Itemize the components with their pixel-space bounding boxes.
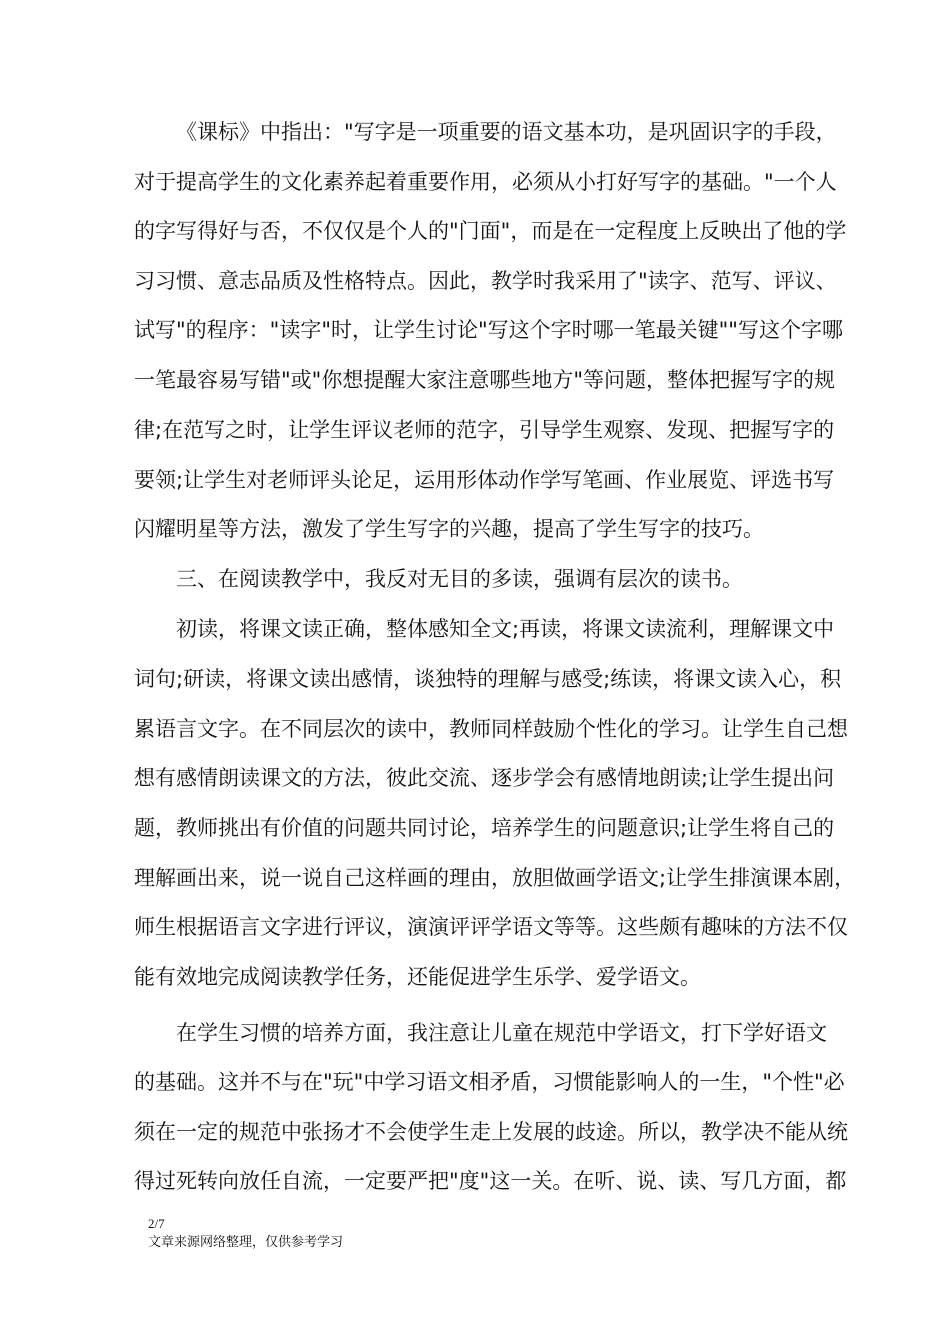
text-line-22: 得过死转向放任自流，一定要严把"度"这一关。在听、说、读、写几方面，都 (134, 1169, 847, 1193)
text-line-17: 师生根据语言文字进行评议，演演评评学语文等等。这些颇有趣味的方法不仅 (134, 915, 848, 939)
text-line-11: 初读，将课文读正确，整体感知全文;再读，将课文读流利，理解课文中 (176, 617, 835, 641)
text-line-8: 要领;让学生对老师评头论足，运用形体动作学写笔画、作业展览、评选书写 (134, 468, 835, 492)
text-line-20: 的基础。这并不与在"玩"中学习语文相矛盾，习惯能影响人的一生，"个性"必 (134, 1070, 845, 1094)
source-note: 文章来源网络整理，仅供参考学习 (148, 1235, 344, 1250)
text-line-2: 对于提高学生的文化素养起着重要作用，必须从小打好写字的基础。"一个人 (134, 170, 837, 194)
text-line-5: 试写"的程序："读字"时，让学生讨论"写这个字时哪一笔最关键""写这个字哪 (134, 318, 843, 342)
text-line-3: 的字写得好与否，不仅仅是个人的"门面"，而是在一定程度上反映出了他的学 (134, 219, 847, 243)
section-heading-reading: 三、在阅读教学中，我反对无目的多读，强调有层次的读书。 (176, 567, 743, 591)
text-line-15: 题，教师挑出有价值的问题共同讨论，培养学生的问题意识;让学生将自己的 (134, 816, 835, 840)
text-line-18: 能有效地完成阅读教学任务，还能促进学生乐学、爱学语文。 (134, 965, 701, 989)
text-line-1: 《课标》中指出："写字是一项重要的语文基本功，是巩固识字的手段， (176, 120, 837, 144)
text-line-13: 累语言文字。在不同层次的读中，教师同样鼓励个性化的学习。让学生自己想 (134, 717, 848, 741)
text-line-4: 习习惯、意志品质及性格特点。因此，教学时我采用了"读字、范写、评议、 (134, 269, 837, 293)
text-line-7: 律;在范写之时，让学生评议老师的范字，引导学生观察、发现、把握写字的 (134, 418, 835, 442)
page-number: 2/7 (148, 1216, 165, 1231)
text-line-9: 闪耀明星等方法，激发了学生写字的兴趣，提高了学生写字的技巧。 (134, 517, 764, 541)
text-line-19: 在学生习惯的培养方面，我注意让儿童在规范中学语文，打下学好语文 (176, 1021, 827, 1045)
text-line-14: 想有感情朗读课文的方法，彼此交流、逐步学会有感情地朗读;让学生提出问 (134, 766, 835, 790)
text-line-16: 理解画出来，说一说自己这样画的理由，放胆做画学语文;让学生排演课本剧， (134, 866, 856, 890)
text-line-12: 词句;研读，将课文读出感情，谈独特的理解与感受;练读，将课文读入心，积 (134, 667, 842, 691)
text-line-6: 一笔最容易写错"或"你想提醒大家注意哪些地方"等问题，整体把握写字的规 (134, 368, 835, 392)
text-line-21: 须在一定的规范中张扬才不会使学生走上发展的歧途。所以，教学决不能从统 (134, 1120, 848, 1144)
